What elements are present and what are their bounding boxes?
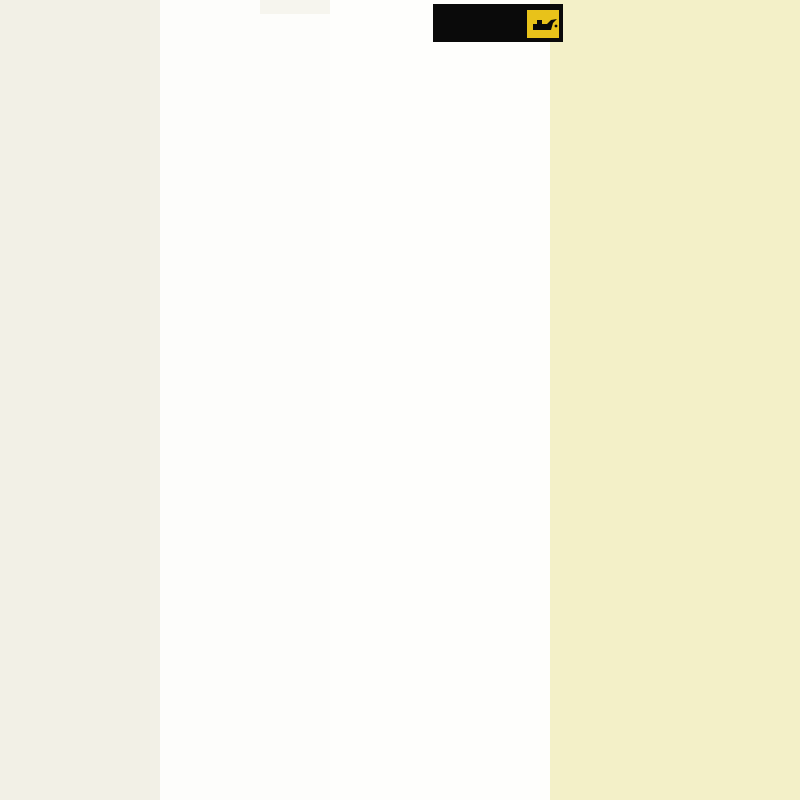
label-sheet xyxy=(330,0,550,800)
legend-sheet xyxy=(160,0,350,800)
data-sheet-yellow xyxy=(545,0,800,800)
plan-de-graissage-logo xyxy=(433,4,563,42)
oil-can-icon xyxy=(527,10,559,38)
